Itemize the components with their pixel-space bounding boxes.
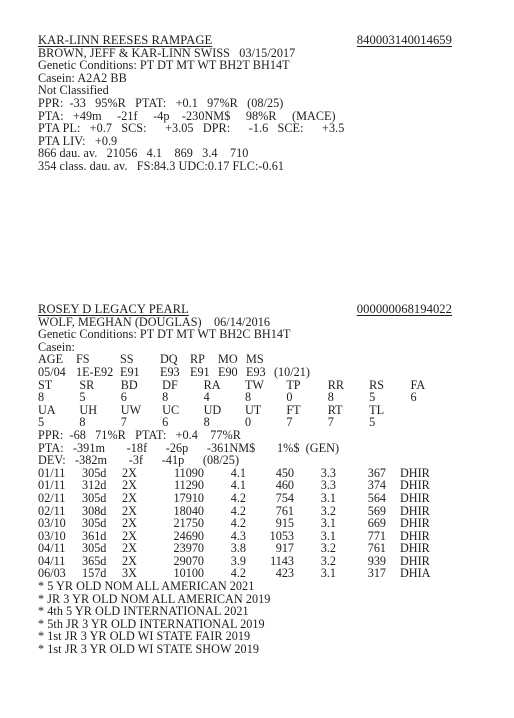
lactation-cell: DHIR xyxy=(400,553,430,568)
lactation-cell: 367 xyxy=(367,465,386,480)
animal-entry-1 xyxy=(38,34,458,173)
animal-name: KAR-LINN REESES RAMPAGE xyxy=(38,33,213,47)
lactation-cell: 18040 xyxy=(173,503,204,518)
lactation-cell: 4.1 xyxy=(230,465,246,480)
trait-cell: FT xyxy=(286,402,301,417)
lactation-cell: DHIA xyxy=(400,566,431,581)
ppr-line: PPR: -33 95%R PTAT: +0.1 97%R (08/25) xyxy=(38,95,284,110)
trait-cell: 0 xyxy=(244,415,252,430)
lactation-cell: 564 xyxy=(367,490,386,505)
trait-cell: TW xyxy=(244,377,264,392)
genetic-conditions: Genetic Conditions: PT DT MT WT BH2T BH14T xyxy=(38,58,290,73)
lactation-cell: 4.1 xyxy=(230,478,246,493)
lactation-cell: 423 xyxy=(275,566,294,581)
lactation-cell: 374 xyxy=(367,478,386,493)
classification-cell: E91 xyxy=(120,364,140,379)
entry-header xyxy=(38,34,452,47)
lactation-cell: 939 xyxy=(367,553,386,568)
lactation-cell: 23970 xyxy=(173,541,204,556)
registration-id: 000000068194022 xyxy=(356,302,452,316)
lactation-cell: 460 xyxy=(275,478,294,493)
lactation-cell: DHIR xyxy=(400,490,430,505)
ppr-line: PPR: -68 71%R PTAT: +0.4 77%R xyxy=(38,427,241,442)
trait-cell xyxy=(411,416,452,429)
lactation-cell: 24690 xyxy=(173,528,204,543)
trait-cell: UC xyxy=(162,402,180,417)
award-item: * 1st JR 3 YR OLD WI STATE SHOW 2019 xyxy=(38,642,259,657)
lactation-cell: 2X xyxy=(122,516,137,531)
trait-cell: 6 xyxy=(120,390,127,405)
daughter-average: 866 dau. av. 21056 4.1 869 3.4 710 xyxy=(38,146,249,161)
lactation-cell: 3.1 xyxy=(320,516,336,531)
lactation-cell: 761 xyxy=(367,541,386,556)
lactation-cell: 2X xyxy=(122,541,137,556)
lactation-cell: 669 xyxy=(367,516,386,531)
trait-cell: 0 xyxy=(286,390,293,405)
trait-cell: RA xyxy=(203,377,221,392)
lactation-cell: 3.1 xyxy=(320,566,336,581)
lactation-cell: 4.2 xyxy=(230,490,246,505)
lactation-records-table xyxy=(38,467,448,580)
lactation-cell: 569 xyxy=(367,503,386,518)
pta-line: PTA: +49m -21f -4p -230NM$ 98%R (MACE) xyxy=(38,108,336,123)
lactation-cell: 754 xyxy=(275,490,294,505)
lactation-cell: 305d xyxy=(82,516,107,531)
classification-cell: AGE xyxy=(38,352,64,367)
owner-line: BROWN, JEFF & KAR-LINN SWISS 03/15/2017 xyxy=(38,45,296,60)
casein: Casein: A2A2 BB xyxy=(38,70,127,85)
lactation-cell: 03/10 xyxy=(38,516,66,531)
lactation-cell: 308d xyxy=(82,503,107,518)
classification-row xyxy=(38,366,334,379)
trait-cell: 7 xyxy=(286,415,293,430)
pta-liv-line: PTA LIV: +0.9 xyxy=(38,133,118,148)
trait-cell: UH xyxy=(79,402,97,417)
lactation-cell: 3.2 xyxy=(320,553,336,568)
trait-cell: UW xyxy=(120,402,142,417)
lactation-cell: 11290 xyxy=(173,478,204,493)
lactation-cell: 04/11 xyxy=(38,553,66,568)
award-item: * 5th JR 3 YR OLD INTERNATIONAL 2019 xyxy=(38,616,265,631)
trait-cell: 4 xyxy=(203,390,210,405)
classification-cell: E93 xyxy=(160,364,180,379)
lactation-cell: 04/11 xyxy=(38,541,66,556)
lactation-cell: DHIR xyxy=(400,465,430,480)
trait-cell: 6 xyxy=(162,415,169,430)
linear-traits-table xyxy=(38,379,452,429)
lactation-cell: 305d xyxy=(82,490,107,505)
classification-cell: 1E-E92 xyxy=(76,364,114,379)
trait-cell xyxy=(411,404,452,417)
lactation-cell: 3.3 xyxy=(320,478,336,493)
lactation-cell: 2X xyxy=(122,503,137,518)
classification-table xyxy=(38,353,334,378)
classification-cell: E91 xyxy=(190,364,210,379)
lactation-cell: 4.2 xyxy=(230,566,246,581)
trait-cell: UD xyxy=(203,402,222,417)
lactation-cell: DHIR xyxy=(400,541,430,556)
lactation-cell: 771 xyxy=(367,528,386,543)
trait-cell: UT xyxy=(244,402,262,417)
trait-cell: 5 xyxy=(79,390,86,405)
classification-status: Not Classified xyxy=(38,83,109,98)
lactation-cell: 01/11 xyxy=(38,478,66,493)
lactation-cell: 4.3 xyxy=(230,528,246,543)
classification-cell: FS xyxy=(76,352,90,367)
classification-cell: 05/04 xyxy=(38,364,66,379)
trait-cell: 8 xyxy=(38,390,45,405)
lactation-cell: 312d xyxy=(82,478,107,493)
lactation-cell: 361d xyxy=(82,528,107,543)
animal-entry-2 xyxy=(38,303,458,656)
animal-name: ROSEY D LEGACY PEARL xyxy=(38,302,189,316)
lactation-cell: 21750 xyxy=(173,516,204,531)
lactation-cell: DHIR xyxy=(400,478,430,493)
lactation-cell: 3.2 xyxy=(320,541,336,556)
trait-cell: 7 xyxy=(327,415,334,430)
trait-cell: 8 xyxy=(203,415,210,430)
lactation-cell: 317 xyxy=(367,566,386,581)
lactation-cell: 01/11 xyxy=(38,465,66,480)
trait-cell: 8 xyxy=(162,390,169,405)
classification-cell: MS xyxy=(246,352,264,367)
trait-cell: 5 xyxy=(38,415,45,430)
award-item: * JR 3 YR OLD NOM ALL AMERICAN 2019 xyxy=(38,591,271,606)
lactation-cell: 3.9 xyxy=(230,553,246,568)
award-item: * 4th 5 YR OLD INTERNATIONAL 2021 xyxy=(38,604,249,619)
lactation-cell: 2X xyxy=(122,553,137,568)
lactation-cell: 450 xyxy=(275,465,294,480)
lactation-cell: 2X xyxy=(122,528,137,543)
lactation-cell: 3.8 xyxy=(230,541,246,556)
lactation-cell: 365d xyxy=(82,553,107,568)
lactation-cell: 1053 xyxy=(269,528,294,543)
classification-cell: RP xyxy=(190,352,205,367)
entry-header xyxy=(38,303,452,316)
lactation-cell: 06/03 xyxy=(38,566,66,581)
casein: Casein: xyxy=(38,339,75,354)
dev-line: DEV: -382m -3f -41p (08/25) xyxy=(38,453,240,468)
lactation-cell: 3X xyxy=(122,566,137,581)
classification-cell: E90 xyxy=(218,364,238,379)
lactation-cell: 10100 xyxy=(173,566,204,581)
lactation-cell: 157d xyxy=(82,566,107,581)
lactation-cell: 1143 xyxy=(270,553,294,568)
lactation-cell: 761 xyxy=(275,503,294,518)
lactation-cell: 3.3 xyxy=(320,465,336,480)
registration-id: 840003140014659 xyxy=(356,33,452,47)
trait-cell: FA xyxy=(410,377,426,392)
owner-line: WOLF, MEGHAN (DOUGLAS) 06/14/2016 xyxy=(38,314,271,329)
trait-cell: 6 xyxy=(410,390,417,405)
trait-cell: TL xyxy=(369,402,385,417)
trait-cell: 8 xyxy=(79,415,86,430)
trait-cell: RR xyxy=(327,377,344,392)
lactation-cell: DHIR xyxy=(400,528,430,543)
trait-cell: ST xyxy=(38,377,53,392)
lactation-cell: 17910 xyxy=(173,490,204,505)
trait-row xyxy=(38,391,452,404)
lactation-cell: 917 xyxy=(275,541,294,556)
lactation-cell: 4.2 xyxy=(230,503,246,518)
pta-pl-line: PTA PL: +0.7 SCS: +3.05 DPR: -1.6 SCE: +3.5 xyxy=(38,121,345,136)
lactation-cell: 3.1 xyxy=(320,490,336,505)
lactation-row xyxy=(38,542,448,555)
trait-cell: BD xyxy=(120,377,138,392)
trait-cell: RS xyxy=(369,377,385,392)
classification-cell: (10/21) xyxy=(274,364,310,379)
lactation-cell: 02/11 xyxy=(38,503,66,518)
trait-cell: 5 xyxy=(369,390,376,405)
trait-cell: 8 xyxy=(244,390,252,405)
trait-cell: SR xyxy=(79,377,95,392)
lactation-cell: 2X xyxy=(122,490,137,505)
trait-cell: DF xyxy=(162,377,178,392)
lactation-cell: 3.2 xyxy=(320,503,336,518)
lactation-row xyxy=(38,517,448,530)
lactation-cell: 3.1 xyxy=(320,528,336,543)
classification-cell: DQ xyxy=(160,352,178,367)
lactation-cell: 4.2 xyxy=(230,516,246,531)
trait-cell: UA xyxy=(38,402,56,417)
trait-cell: 8 xyxy=(327,390,334,405)
lactation-cell: 29070 xyxy=(173,553,204,568)
classification-cell: SS xyxy=(120,352,134,367)
trait-cell: RT xyxy=(327,402,343,417)
awards-list xyxy=(38,580,458,656)
trait-cell: 5 xyxy=(369,415,376,430)
lactation-cell: 915 xyxy=(275,516,294,531)
lactation-cell: 03/10 xyxy=(38,528,66,543)
award-item: * 5 YR OLD NOM ALL AMERICAN 2021 xyxy=(38,579,255,594)
trait-cell: TP xyxy=(286,377,301,392)
lactation-cell: 11090 xyxy=(173,465,204,480)
award-item: * 1st JR 3 YR OLD WI STATE FAIR 2019 xyxy=(38,629,251,644)
lactation-cell: 305d xyxy=(82,465,107,480)
lactation-cell: 2X xyxy=(122,465,137,480)
lactation-cell: 305d xyxy=(82,541,107,556)
lactation-cell: DHIR xyxy=(400,516,430,531)
genetic-conditions: Genetic Conditions: PT DT MT WT BH2C BH14T xyxy=(38,327,291,342)
lactation-row xyxy=(38,492,448,505)
lactation-cell: 02/11 xyxy=(38,490,66,505)
lactation-cell: DHIR xyxy=(400,503,430,518)
classified-daughter-average: 354 class. dau. av. FS:84.3 UDC:0.17 FLC:-0.61 xyxy=(38,158,285,173)
classification-cell: MO xyxy=(218,352,238,367)
lactation-cell: 2X xyxy=(122,478,137,493)
trait-cell: 7 xyxy=(120,415,127,430)
classification-cell: E93 xyxy=(246,364,266,379)
pta-line: PTA: -391m -18f -26p -361NM$ 1%$ (GEN) xyxy=(38,440,340,455)
